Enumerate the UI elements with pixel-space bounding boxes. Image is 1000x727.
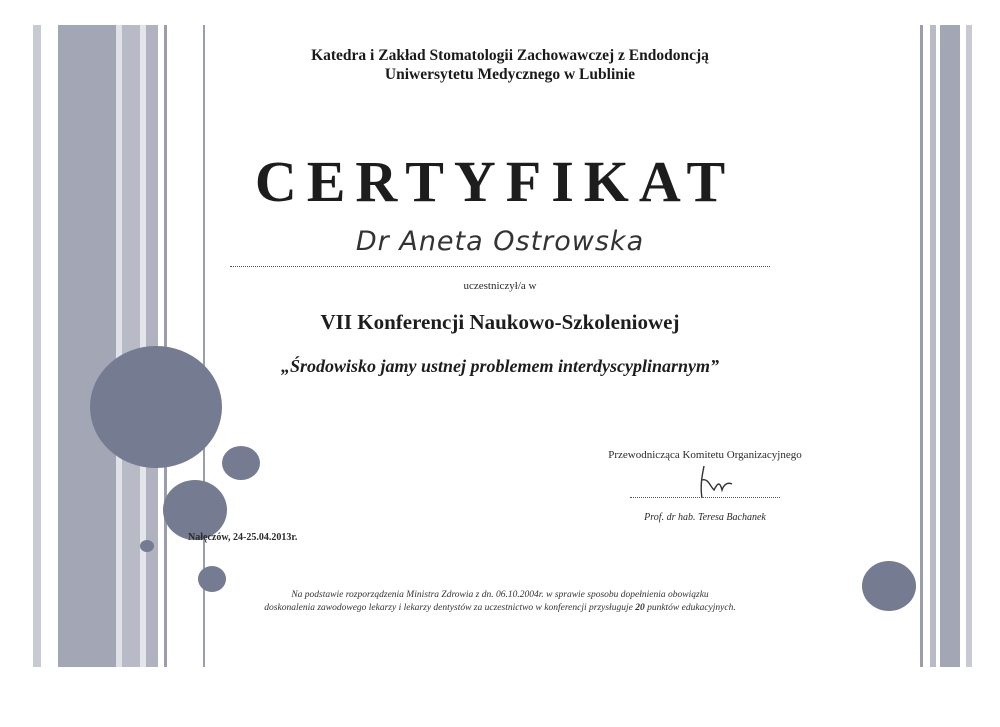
conference-subject: „Środowisko jamy ustnej problemem interdyscyplinarnym” <box>280 356 720 376</box>
footer-line-2 <box>205 603 795 613</box>
conference-name: VII Konferencji Naukowo-Szkoleniowej <box>320 310 680 334</box>
left-stripe <box>33 25 41 667</box>
footer-text: doskonalenia zawodowego lekarzy i lekarzy dentystów za uczestnictwo w konferencji przysługuje <box>264 603 636 613</box>
certificate-title: CERTYFIKAT <box>254 149 736 214</box>
decorative-circle <box>222 446 260 480</box>
decorative-circle <box>198 566 226 592</box>
committee-role: Przewodnicząca Komitetu Organizacyjnego <box>608 449 802 461</box>
footer-text-end: punktów edukacyjnych. <box>644 603 736 613</box>
right-stripe <box>966 25 972 667</box>
place-date: Nałęczów, 24-25.04.2013r. <box>188 532 298 543</box>
footer-line-1: Na podstawie rozporządzenia Ministra Zdrowia z dn. 06.10.2004r. w sprawie sposobu dopełnienia obowiązku <box>291 590 709 600</box>
committee-chair-name: Prof. dr hab. Teresa Bachanek <box>644 512 766 523</box>
decorative-circle <box>163 480 227 540</box>
recipient-name: Dr Aneta Ostrowska <box>355 226 645 257</box>
participated-label: uczestniczył/a w <box>463 280 537 292</box>
recipient-line <box>230 266 770 267</box>
decorative-circle <box>862 561 916 611</box>
education-points: 20 <box>635 603 645 613</box>
decorative-circle <box>140 540 154 552</box>
university-name: Uniwersytetu Medycznego w Lublinie <box>384 66 636 83</box>
right-stripe <box>940 25 960 667</box>
left-stripe <box>58 25 116 667</box>
right-stripe <box>930 25 936 667</box>
right-stripe <box>920 25 923 667</box>
signature <box>690 460 750 506</box>
institution-name: Katedra i Zakład Stomatologii Zachowawczej z Endodoncją <box>311 47 709 64</box>
decorative-circle <box>90 346 222 468</box>
left-stripe <box>122 25 140 667</box>
signature-line <box>630 497 780 498</box>
